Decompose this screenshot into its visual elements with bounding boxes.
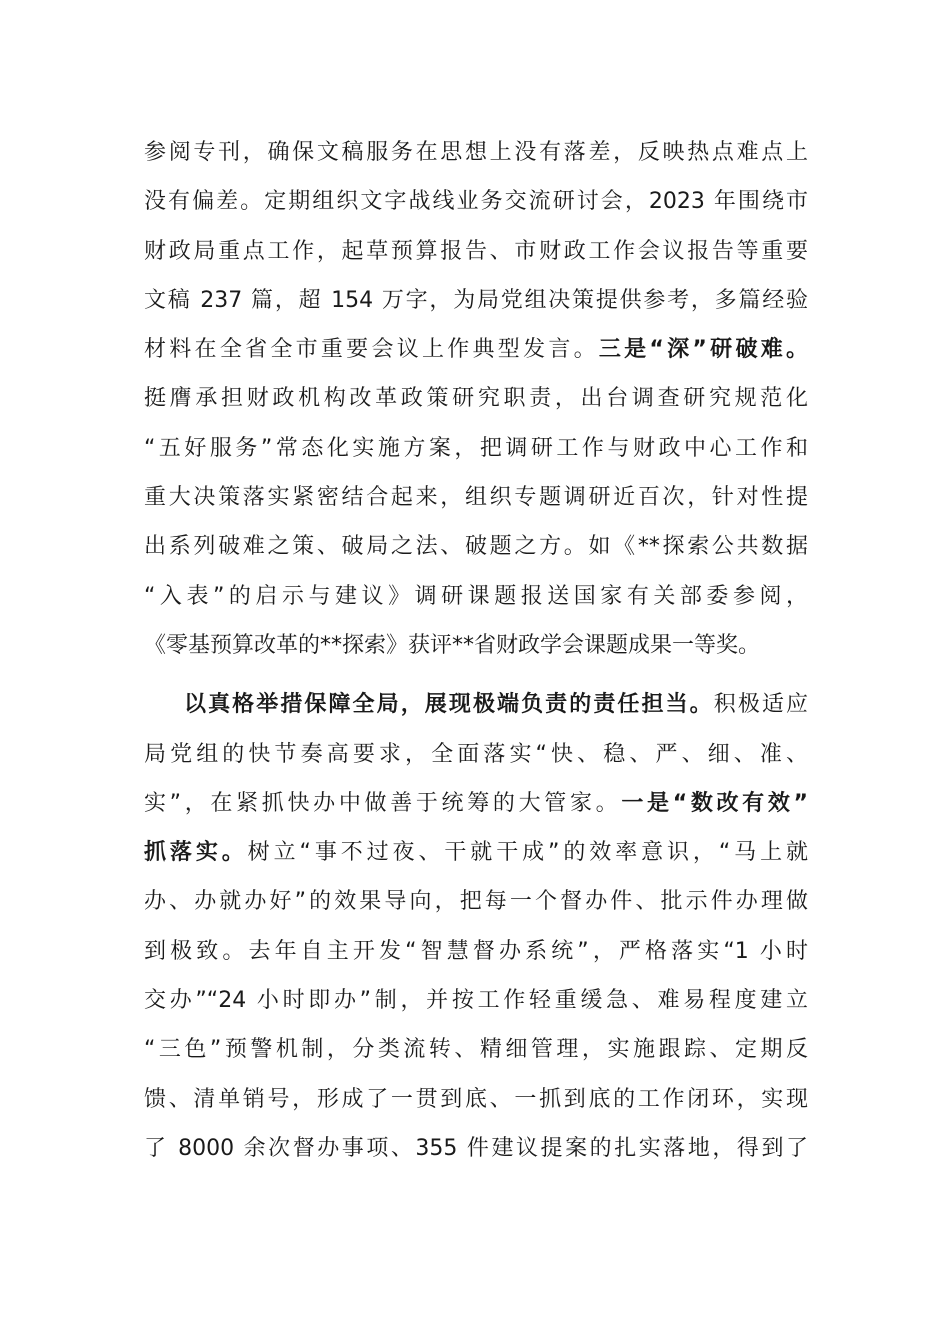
text-segment: “入表”的启示与建议》调研课题报送国家有关部委参阅， [144, 583, 808, 609]
text-line-content [144, 522, 808, 571]
text-segment: 参阅专刊，确保文稿服务在思想上没有落差，反映热点难点上 [144, 140, 808, 165]
text-segment: 文稿 237 篇，超 154 万字，为局党组决策提供参考，多篇经验 [144, 287, 808, 313]
text-line-content [144, 927, 808, 976]
text-line [144, 779, 816, 828]
text-segment: 财政局重点工作，起草预算报告、市财政工作会议报告等重要 [144, 238, 808, 264]
text-line [144, 680, 816, 729]
text-line [144, 1025, 816, 1074]
text-line-content [144, 424, 808, 473]
text-segment: 重大决策落实紧密结合起来，组织专题调研近百次，针对性提 [144, 485, 808, 511]
text-line [144, 976, 816, 1025]
text-line-content [144, 828, 808, 877]
text-line [144, 128, 816, 177]
text-segment: 局党组的快节奏高要求，全面落实“快、稳、严、细、准、 [144, 741, 808, 767]
text-line [144, 276, 816, 325]
text-line-content [144, 730, 808, 779]
text-segment: 材料在全省全市重要会议上作典型发言。 [144, 337, 599, 363]
text-line-content [144, 633, 760, 658]
text-segment: 出系列破难之策、破局之法、破题之方。如《**探索公共数据 [144, 534, 808, 560]
text-line-content [144, 374, 808, 423]
text-line [144, 424, 816, 473]
text-line-content [144, 325, 808, 374]
text-line [144, 227, 816, 276]
text-line [144, 828, 816, 877]
text-line [144, 374, 816, 423]
text-line-content [144, 227, 808, 276]
text-segment: “五好服务”常态化实施方案，把调研工作与财政中心工作和 [144, 435, 808, 461]
text-line-content [144, 276, 808, 325]
text-segment: 办、办就办好”的效果导向，把每一个督办件、批示件办理做 [144, 889, 808, 915]
text-segment: 交办”“24 小时即办”制，并按工作轻重缓急、难易程度建立 [144, 988, 808, 1014]
text-line-content [144, 473, 808, 522]
bold-text-segment: 抓落实。 [144, 840, 248, 866]
text-segment: 挺膺承担财政机构改革政策研究职责，出台调查研究规范化 [144, 386, 808, 412]
text-line [144, 1075, 816, 1124]
text-segment: 馈、清单销号，形成了一贯到底、一抓到底的工作闭环，实现 [144, 1086, 808, 1112]
text-segment: 《零基预算改革的**探索》获评**省财政学会课题成果一等奖。 [144, 632, 761, 658]
text-segment: 没有偏差。定期组织文字战线业务交流研讨会，2023 年围绕市 [144, 189, 808, 215]
text-segment: 到极致。去年自主开发“智慧督办系统”，严格落实“1 小时 [144, 938, 808, 964]
text-line-content [144, 877, 808, 926]
text-segment: “三色”预警机制，分类流转、精细管理，实施跟踪、定期反 [144, 1037, 808, 1063]
text-line-content [144, 1124, 808, 1173]
text-line [144, 927, 816, 976]
text-line [144, 522, 816, 571]
text-line [144, 1124, 816, 1173]
text-line [144, 473, 816, 522]
text-line-content [144, 572, 808, 621]
text-segment: 了 8000 余次督办事项、355 件建议提案的扎实落地，得到了 [144, 1135, 808, 1161]
text-line-content [144, 1075, 808, 1124]
text-line [144, 325, 816, 374]
text-line [144, 621, 816, 670]
text-line [144, 177, 816, 226]
bold-text-segment: 一是“数改有效” [621, 790, 809, 816]
text-line [144, 572, 816, 621]
text-segment: 积极适应 [713, 692, 808, 718]
text-segment: 实”，在紧抓快办中做善于统筹的大管家。 [144, 790, 622, 816]
text-segment: 树立“事不过夜、干就干成”的效率意识，“马上就 [247, 840, 808, 866]
text-line-content [144, 1025, 808, 1074]
text-line [144, 730, 816, 779]
text-line-content [144, 976, 808, 1025]
text-line-content [144, 779, 808, 828]
text-line-content [144, 177, 808, 226]
bold-text-segment: 以真格举措保障全局，展现极端负责的责任担当。 [184, 692, 714, 718]
text-line [144, 877, 816, 926]
body-text [144, 128, 816, 1173]
text-line-content [144, 128, 808, 177]
text-line-content [184, 680, 808, 729]
bold-text-segment: 三是“深”研破难。 [598, 337, 808, 363]
